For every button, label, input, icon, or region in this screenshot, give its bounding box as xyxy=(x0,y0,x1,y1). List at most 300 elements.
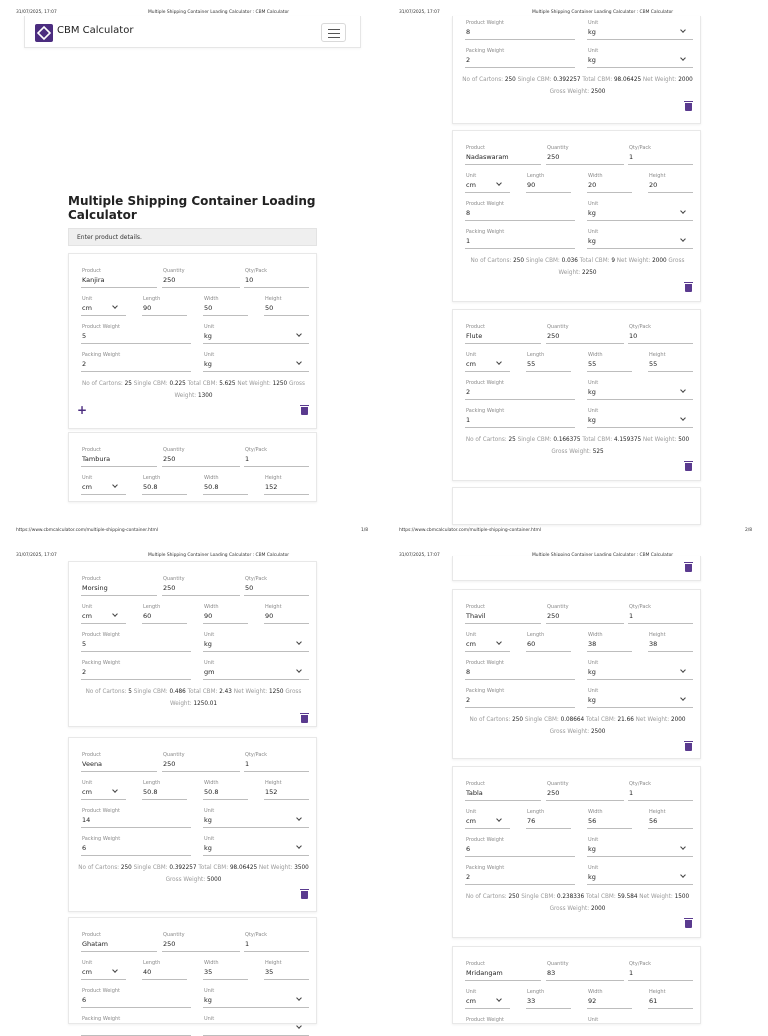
product-weight-unit-select-value: kg xyxy=(588,209,596,217)
product-weight-input-value: 8 xyxy=(466,28,471,36)
product-weight-unit-select[interactable] xyxy=(587,20,693,40)
packing-weight-input-value: 2 xyxy=(466,696,471,704)
product-name-input[interactable] xyxy=(81,752,157,772)
product-weight-unit-select[interactable] xyxy=(587,660,693,680)
dimension-unit-select-label: Unit xyxy=(82,296,93,302)
width-input-value: 20 xyxy=(588,181,597,189)
product-card xyxy=(452,487,701,525)
print-datetime: 31/07/2025, 17:07 xyxy=(16,553,57,558)
packing-weight-unit-select[interactable] xyxy=(587,229,693,249)
length-input-value: 60 xyxy=(527,640,536,648)
packing-weight-unit-select[interactable] xyxy=(203,836,309,856)
product-weight-input-label: Product Weight xyxy=(82,324,120,330)
packing-weight-unit-select-label: Unit xyxy=(204,836,215,842)
dimension-unit-select[interactable] xyxy=(465,632,510,652)
quantity-input-value: 250 xyxy=(163,584,176,592)
length-input-value: 90 xyxy=(527,181,536,189)
width-input[interactable] xyxy=(587,352,632,372)
product-name-input[interactable] xyxy=(465,961,541,981)
length-input-label: Length xyxy=(143,780,161,786)
product-weight-input[interactable] xyxy=(81,324,191,344)
product-weight-input-label: Product Weight xyxy=(466,837,504,843)
packing-weight-unit-select-label: Unit xyxy=(204,660,215,666)
quantity-input-label: Quantity xyxy=(163,932,185,938)
qty-pack-input[interactable] xyxy=(244,268,309,288)
print-url: https://www.cbmcalculator.com/multiple-shipping-container.html xyxy=(16,528,159,533)
quantity-input[interactable] xyxy=(546,145,624,165)
chevron-down-icon[interactable] xyxy=(296,843,302,849)
length-input[interactable] xyxy=(526,632,571,652)
product-weight-unit-select-label: Unit xyxy=(588,20,599,26)
product-weight-input-label: Product Weight xyxy=(82,632,120,638)
dimension-unit-select[interactable] xyxy=(465,173,510,193)
chevron-down-icon[interactable] xyxy=(296,639,302,645)
product-name-input-label: Product xyxy=(466,961,485,967)
packing-weight-unit-select-value: kg xyxy=(588,56,596,64)
dimension-unit-select[interactable] xyxy=(465,352,510,372)
quantity-input-label: Quantity xyxy=(163,752,185,758)
product-name-input[interactable] xyxy=(465,604,541,624)
dimension-unit-select-label: Unit xyxy=(82,604,93,610)
qty-pack-input-label: Qty/Pack xyxy=(629,781,652,787)
quantity-input-value: 250 xyxy=(163,760,176,768)
product-weight-unit-select-label: Unit xyxy=(204,324,215,330)
height-input-value: 55 xyxy=(649,360,658,368)
product-weight-input[interactable] xyxy=(465,380,575,400)
length-input[interactable] xyxy=(142,296,187,316)
quantity-input-value: 83 xyxy=(547,969,556,977)
quantity-input[interactable] xyxy=(162,576,240,596)
trash-icon[interactable] xyxy=(685,743,692,751)
chevron-down-icon[interactable] xyxy=(112,787,118,793)
product-weight-unit-select[interactable] xyxy=(587,201,693,221)
packing-weight-unit-select-label: Unit xyxy=(588,48,599,54)
product-weight-input-label: Product Weight xyxy=(466,201,504,207)
dimension-unit-select-value: cm xyxy=(82,788,92,796)
width-input-value: 38 xyxy=(588,640,597,648)
quantity-input[interactable] xyxy=(546,961,624,981)
product-name-input-label: Product xyxy=(82,576,101,582)
chevron-down-icon[interactable] xyxy=(296,1023,302,1029)
product-weight-input-value: 5 xyxy=(82,640,87,648)
length-input-label: Length xyxy=(143,296,161,302)
product-name-input-value: Flute xyxy=(466,332,483,340)
length-input-value: 50.8 xyxy=(143,788,158,796)
length-input[interactable] xyxy=(526,173,571,193)
trash-icon[interactable] xyxy=(685,284,692,292)
width-input[interactable] xyxy=(587,809,632,829)
product-name-input-label: Product xyxy=(466,145,485,151)
product-weight-input[interactable] xyxy=(465,837,575,857)
chevron-down-icon[interactable] xyxy=(680,695,686,701)
width-input[interactable] xyxy=(587,173,632,193)
chevron-down-icon[interactable] xyxy=(296,995,302,1001)
product-weight-input-label: Product Weight xyxy=(466,380,504,386)
width-input-value: 56 xyxy=(588,817,597,825)
height-input[interactable] xyxy=(264,475,309,495)
trash-icon[interactable] xyxy=(301,407,308,415)
qty-pack-input-label: Qty/Pack xyxy=(629,961,652,967)
product-weight-unit-select-value: kg xyxy=(588,388,596,396)
chevron-down-icon[interactable] xyxy=(112,967,118,973)
packing-weight-input-value: 2 xyxy=(82,668,87,676)
packing-weight-unit-select-label: Unit xyxy=(588,865,599,871)
height-input-label: Height xyxy=(265,604,282,610)
packing-weight-unit-select[interactable] xyxy=(587,688,693,708)
qty-pack-input[interactable] xyxy=(628,781,693,801)
brand-name[interactable]: CBM Calculator xyxy=(57,25,134,36)
chevron-down-icon[interactable] xyxy=(680,55,686,61)
qty-pack-input-label: Qty/Pack xyxy=(245,752,268,758)
product-weight-unit-select-value: kg xyxy=(588,668,596,676)
packing-weight-input[interactable] xyxy=(81,836,191,856)
product-name-input[interactable] xyxy=(81,447,157,467)
packing-weight-input[interactable] xyxy=(465,688,575,708)
print-page-number: 2/8 xyxy=(745,528,753,533)
chevron-down-icon[interactable] xyxy=(680,415,686,421)
quantity-input[interactable] xyxy=(162,268,240,288)
packing-weight-input[interactable] xyxy=(81,1016,191,1036)
product-weight-input[interactable] xyxy=(81,808,191,828)
height-input[interactable] xyxy=(264,960,309,980)
product-weight-unit-select-label: Unit xyxy=(204,988,215,994)
chevron-down-icon[interactable] xyxy=(680,844,686,850)
print-title: Multiple Shipping Container Loading Calculator : CBM Calculator xyxy=(148,10,290,15)
width-input[interactable] xyxy=(203,780,248,800)
product-weight-input-value: 8 xyxy=(466,668,471,676)
quantity-input-label: Quantity xyxy=(163,447,185,453)
qty-pack-input[interactable] xyxy=(244,752,309,772)
product-weight-unit-select[interactable] xyxy=(203,988,309,1008)
packing-weight-input-value: 1 xyxy=(466,416,471,424)
length-input-label: Length xyxy=(143,475,161,481)
length-input[interactable] xyxy=(142,604,187,624)
product-weight-unit-select-label: Unit xyxy=(588,380,599,386)
width-input[interactable] xyxy=(203,960,248,980)
trash-icon[interactable] xyxy=(301,891,308,899)
product-name-input-label: Product xyxy=(82,752,101,758)
height-input-value: 61 xyxy=(649,997,658,1005)
product-card xyxy=(452,946,701,1024)
packing-weight-unit-select[interactable] xyxy=(587,48,693,68)
product-card xyxy=(452,556,701,581)
height-input-label: Height xyxy=(265,296,282,302)
qty-pack-input[interactable] xyxy=(244,447,309,467)
width-input[interactable] xyxy=(203,475,248,495)
trash-icon[interactable] xyxy=(685,920,692,928)
dimension-unit-select-value: cm xyxy=(466,640,476,648)
product-weight-input[interactable] xyxy=(465,660,575,680)
chevron-down-icon[interactable] xyxy=(680,236,686,242)
height-input[interactable] xyxy=(648,989,693,1009)
width-input-label: Width xyxy=(204,296,219,302)
length-input-label: Length xyxy=(143,604,161,610)
product-card xyxy=(452,766,701,938)
quantity-input-label: Quantity xyxy=(547,324,569,330)
packing-weight-unit-select[interactable] xyxy=(203,352,309,372)
height-input[interactable] xyxy=(264,604,309,624)
print-datetime: 31/07/2025, 17:07 xyxy=(399,10,440,15)
product-weight-input[interactable] xyxy=(465,201,575,221)
quantity-input[interactable] xyxy=(162,752,240,772)
product-weight-unit-select-value: kg xyxy=(588,28,596,36)
chevron-down-icon[interactable] xyxy=(496,816,502,822)
chevron-down-icon[interactable] xyxy=(680,27,686,33)
packing-weight-unit-select-label: Unit xyxy=(204,1016,215,1022)
dimension-unit-select-label: Unit xyxy=(82,780,93,786)
length-input-label: Length xyxy=(527,173,545,179)
carton-summary: No of Cartons: 250 Single CBM: 0.392257 Total CBM: 98.06425 Net Weight: 2000 Gross Weight: 2500 xyxy=(462,77,693,95)
packing-weight-unit-select[interactable] xyxy=(203,1016,309,1036)
product-weight-unit-select[interactable] xyxy=(587,380,693,400)
product-weight-input-value: 6 xyxy=(82,996,87,1004)
trash-icon[interactable] xyxy=(301,715,308,723)
product-weight-input-value: 2 xyxy=(466,388,471,396)
height-input[interactable] xyxy=(648,352,693,372)
product-name-input-label: Product xyxy=(466,781,485,787)
quantity-input-value: 250 xyxy=(163,940,176,948)
width-input-value: 50.8 xyxy=(204,483,219,491)
navbar xyxy=(24,16,361,48)
dimension-unit-select-value: cm xyxy=(82,483,92,491)
product-card xyxy=(452,16,701,124)
hamburger-menu-button[interactable] xyxy=(321,23,346,42)
product-name-input-label: Product xyxy=(466,604,485,610)
dimension-unit-select-value: cm xyxy=(82,304,92,312)
dimension-unit-select[interactable] xyxy=(465,809,510,829)
qty-pack-input[interactable] xyxy=(244,576,309,596)
quantity-input-label: Quantity xyxy=(547,961,569,967)
product-weight-unit-select[interactable] xyxy=(203,324,309,344)
chevron-down-icon[interactable] xyxy=(496,180,502,186)
qty-pack-input[interactable] xyxy=(244,932,309,952)
height-input-label: Height xyxy=(265,780,282,786)
dimension-unit-select[interactable] xyxy=(81,960,126,980)
product-name-input[interactable] xyxy=(81,576,157,596)
width-input-label: Width xyxy=(588,352,603,358)
product-weight-unit-select[interactable] xyxy=(587,837,693,857)
product-weight-unit-select[interactable] xyxy=(203,632,309,652)
width-input-label: Width xyxy=(204,960,219,966)
qty-pack-input-value: 10 xyxy=(245,276,254,284)
width-input-label: Width xyxy=(204,604,219,610)
qty-pack-input-label: Qty/Pack xyxy=(629,145,652,151)
height-input-value: 35 xyxy=(265,968,274,976)
packing-weight-unit-select-value: gm xyxy=(204,668,215,676)
width-input-label: Width xyxy=(588,989,603,995)
width-input[interactable] xyxy=(587,989,632,1009)
product-weight-input-label: Product Weight xyxy=(82,808,120,814)
product-weight-input[interactable] xyxy=(465,20,575,40)
width-input-value: 55 xyxy=(588,360,597,368)
length-input-value: 55 xyxy=(527,360,536,368)
carton-summary: No of Cartons: 25 Single CBM: 0.225 Total CBM: 5.625 Net Weight: 1250 Gross Weight: 1300 xyxy=(82,381,305,399)
product-name-input-value: Veena xyxy=(82,760,103,768)
packing-weight-input[interactable] xyxy=(465,408,575,428)
width-input[interactable] xyxy=(203,604,248,624)
width-input-label: Width xyxy=(204,475,219,481)
chevron-down-icon[interactable] xyxy=(496,359,502,365)
packing-weight-unit-select[interactable] xyxy=(587,408,693,428)
qty-pack-input[interactable] xyxy=(628,604,693,624)
packing-weight-input-value: 6 xyxy=(82,844,87,852)
width-input[interactable] xyxy=(587,632,632,652)
packing-weight-input-value: 2 xyxy=(82,360,87,368)
length-input[interactable] xyxy=(142,475,187,495)
chevron-down-icon[interactable] xyxy=(112,611,118,617)
product-weight-input[interactable] xyxy=(81,988,191,1008)
quantity-input[interactable] xyxy=(546,324,624,344)
product-name-input-value: Thavil xyxy=(466,612,486,620)
product-name-input[interactable] xyxy=(81,268,157,288)
add-product-plus-icon[interactable]: + xyxy=(77,403,88,417)
length-input-value: 76 xyxy=(527,817,536,825)
length-input[interactable] xyxy=(526,352,571,372)
product-weight-unit-select-label: Unit xyxy=(588,201,599,207)
trash-icon[interactable] xyxy=(685,463,692,471)
height-input-value: 50 xyxy=(265,304,274,312)
width-input[interactable] xyxy=(203,296,248,316)
length-input[interactable] xyxy=(142,960,187,980)
qty-pack-input-value: 1 xyxy=(245,940,250,948)
dimension-unit-select[interactable] xyxy=(465,989,510,1009)
packing-weight-input[interactable] xyxy=(465,48,575,68)
quantity-input-value: 250 xyxy=(163,276,176,284)
quantity-input[interactable] xyxy=(162,932,240,952)
dimension-unit-select-value: cm xyxy=(466,360,476,368)
length-input[interactable] xyxy=(526,809,571,829)
qty-pack-input-value: 1 xyxy=(629,153,634,161)
packing-weight-input[interactable] xyxy=(81,352,191,372)
height-input[interactable] xyxy=(264,296,309,316)
product-name-input-value: Ghatam xyxy=(82,940,109,948)
packing-weight-unit-select[interactable] xyxy=(203,660,309,680)
quantity-input[interactable] xyxy=(546,781,624,801)
height-input[interactable] xyxy=(264,780,309,800)
chevron-down-icon[interactable] xyxy=(296,815,302,821)
qty-pack-input-label: Qty/Pack xyxy=(245,447,268,453)
height-input-label: Height xyxy=(649,352,666,358)
carton-summary: No of Cartons: 250 Single CBM: 0.238336 Total CBM: 59.584 Net Weight: 1500 Gross Weight: 2000 xyxy=(465,894,690,912)
trash-icon[interactable] xyxy=(685,103,692,111)
product-name-input-label: Product xyxy=(466,324,485,330)
product-name-input[interactable] xyxy=(465,324,541,344)
product-weight-input-value: 8 xyxy=(466,209,471,217)
width-input-value: 50 xyxy=(204,304,213,312)
dimension-unit-select[interactable] xyxy=(81,604,126,624)
qty-pack-input[interactable] xyxy=(628,324,693,344)
height-input[interactable] xyxy=(648,173,693,193)
width-input-value: 35 xyxy=(204,968,213,976)
quantity-input-value: 250 xyxy=(547,612,560,620)
qty-pack-input-value: 1 xyxy=(245,455,250,463)
quantity-input-label: Quantity xyxy=(547,781,569,787)
packing-weight-input-label: Packing Weight xyxy=(82,352,121,358)
product-name-input[interactable] xyxy=(465,781,541,801)
dimension-unit-select[interactable] xyxy=(81,475,126,495)
chevron-down-icon[interactable] xyxy=(112,482,118,488)
chevron-down-icon[interactable] xyxy=(496,996,502,1002)
chevron-down-icon[interactable] xyxy=(296,667,302,673)
product-weight-input-value: 5 xyxy=(82,332,87,340)
height-input-label: Height xyxy=(649,989,666,995)
product-card xyxy=(452,130,701,302)
chevron-down-icon[interactable] xyxy=(680,387,686,393)
qty-pack-input[interactable] xyxy=(628,961,693,981)
cbm-logo-icon[interactable] xyxy=(35,24,53,42)
qty-pack-input-label: Qty/Pack xyxy=(245,268,268,274)
quantity-input[interactable] xyxy=(546,604,624,624)
height-input-label: Height xyxy=(649,632,666,638)
width-input-value: 92 xyxy=(588,997,597,1005)
qty-pack-input-value: 1 xyxy=(629,789,634,797)
chevron-down-icon[interactable] xyxy=(296,359,302,365)
product-weight-unit-select-label: Unit xyxy=(588,660,599,666)
carton-summary: No of Cartons: 250 Single CBM: 0.08664 Total CBM: 21.66 Net Weight: 2000 Gross Weight: 2500 xyxy=(469,717,686,735)
trash-icon[interactable] xyxy=(685,564,692,572)
chevron-down-icon[interactable] xyxy=(680,208,686,214)
packing-weight-input-label: Packing Weight xyxy=(466,408,505,414)
packing-weight-unit-select-value: kg xyxy=(588,237,596,245)
product-name-input[interactable] xyxy=(81,932,157,952)
product-weight-unit-select[interactable] xyxy=(203,808,309,828)
product-name-input[interactable] xyxy=(465,145,541,165)
height-input-value: 90 xyxy=(265,612,274,620)
carton-summary: No of Cartons: 250 Single CBM: 0.392257 Total CBM: 98.06425 Net Weight: 3500 Gross Weight: 5000 xyxy=(78,865,309,883)
qty-pack-input-value: 1 xyxy=(629,612,634,620)
product-card xyxy=(68,561,317,727)
product-card xyxy=(68,917,317,1024)
dimension-unit-select-label: Unit xyxy=(466,173,477,179)
qty-pack-input[interactable] xyxy=(628,145,693,165)
quantity-input[interactable] xyxy=(162,447,240,467)
dimension-unit-select-label: Unit xyxy=(82,475,93,481)
packing-weight-input[interactable] xyxy=(81,660,191,680)
print-url: https://www.cbmcalculator.com/multiple-shipping-container.html xyxy=(399,528,542,533)
length-input[interactable] xyxy=(526,989,571,1009)
dimension-unit-select-value: cm xyxy=(466,181,476,189)
height-input[interactable] xyxy=(648,632,693,652)
packing-weight-input[interactable] xyxy=(465,865,575,885)
packing-weight-unit-select-value: kg xyxy=(588,696,596,704)
product-weight-input-value: 14 xyxy=(82,816,91,824)
dimension-unit-select[interactable] xyxy=(81,780,126,800)
product-card xyxy=(452,589,701,759)
chevron-down-icon[interactable] xyxy=(496,639,502,645)
qty-pack-input-value: 50 xyxy=(245,584,254,592)
chevron-down-icon[interactable] xyxy=(680,667,686,673)
height-input[interactable] xyxy=(648,809,693,829)
product-weight-unit-select-value: kg xyxy=(204,996,212,1004)
chevron-down-icon[interactable] xyxy=(680,872,686,878)
chevron-down-icon[interactable] xyxy=(112,303,118,309)
dimension-unit-select[interactable] xyxy=(81,296,126,316)
length-input-label: Length xyxy=(527,632,545,638)
length-input-value: 50.8 xyxy=(143,483,158,491)
chevron-down-icon[interactable] xyxy=(296,331,302,337)
qty-pack-input-label: Qty/Pack xyxy=(629,324,652,330)
packing-weight-unit-select[interactable] xyxy=(587,865,693,885)
product-weight-input-label: Product Weight xyxy=(466,20,504,26)
length-input-label: Length xyxy=(527,809,545,815)
packing-weight-input[interactable] xyxy=(465,229,575,249)
length-input[interactable] xyxy=(142,780,187,800)
quantity-input-label: Quantity xyxy=(163,576,185,582)
height-input-value: 38 xyxy=(649,640,658,648)
product-weight-input[interactable] xyxy=(81,632,191,652)
quantity-input-label: Quantity xyxy=(547,145,569,151)
packing-weight-unit-select-value: kg xyxy=(588,416,596,424)
